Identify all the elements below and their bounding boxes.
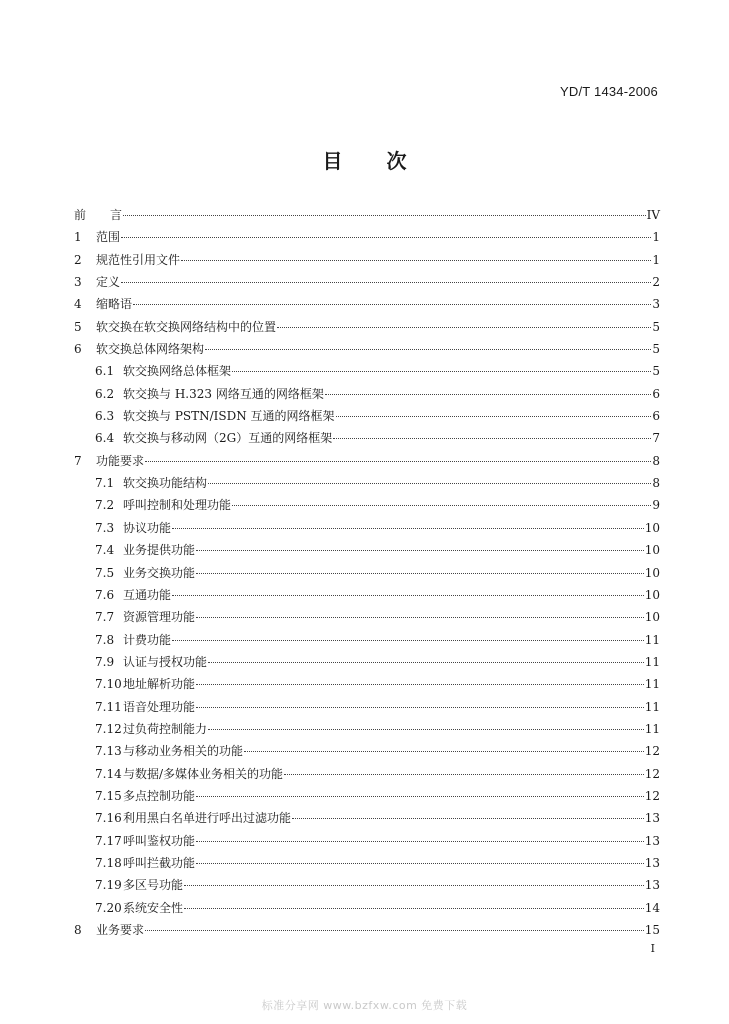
toc-dot-leader [121,237,651,238]
toc-entry[interactable] [74,427,660,449]
toc-entry-page: 6 [652,409,660,424]
toc-entry-number: 7 [74,453,82,468]
toc-entry-number: 6.2 [95,386,115,401]
toc-entry-label: 资源管理功能 [123,610,196,625]
toc-dot-leader [172,528,644,529]
toc-entry-label: 业务交换功能 [123,565,196,580]
page-title: 目次 [322,149,451,173]
toc-entry[interactable] [74,807,660,829]
toc-entry[interactable] [74,740,660,762]
toc-entry-label: 多点控制功能 [123,788,196,803]
toc-dot-leader [232,371,651,372]
toc-entry-label: 范围 [96,230,121,245]
toc-dot-leader [196,863,644,864]
toc-entry-page: 9 [652,498,660,513]
toc-entry-number: 5 [74,319,82,334]
toc-entry[interactable] [74,919,660,941]
toc-entry[interactable] [74,584,660,606]
toc-entry-label: 软交换总体网络架构 [96,342,205,357]
toc-entry-page: 12 [644,766,660,781]
toc-entry-label: 软交换与 PSTN/ISDN 互通的网络框架 [123,409,335,424]
toc-entry[interactable] [74,874,660,896]
toc-entry-label: 呼叫拦截功能 [123,855,196,870]
toc-entry[interactable] [74,830,660,852]
toc-dot-leader [208,729,644,730]
toc-entry-page: 13 [644,878,660,893]
toc-entry-label: 计费功能 [123,632,172,647]
toc-dot-leader [205,349,651,350]
toc-entry-number: 7.15 [95,788,122,803]
toc-dot-leader [181,260,651,261]
toc-entry-number: 7.3 [95,520,115,535]
toc-entry-number: 7.4 [95,543,115,558]
toc-entry[interactable] [74,360,660,382]
toc-entry-page: 5 [652,342,660,357]
toc-entry-page: 8 [652,476,660,491]
toc-entry[interactable] [74,651,660,673]
toc-dot-leader [145,461,651,462]
toc-entry-number: 7.14 [95,766,122,781]
toc-entry-number: 6.4 [95,431,115,446]
toc-entry-number: 7.13 [95,744,122,759]
toc-entry-page: 12 [644,744,660,759]
toc-entry-number: 7.5 [95,565,115,580]
document-code: YD/T 1434-2006 [560,84,658,99]
toc-entry[interactable] [74,629,660,651]
toc-entry-number: 7.6 [95,587,115,602]
toc-entry-label: 系统安全性 [123,900,184,915]
toc-entry[interactable] [74,696,660,718]
toc-entry-label: 呼叫鉴权功能 [123,833,196,848]
toc-entry-label: 业务提供功能 [123,543,196,558]
toc-entry-label: 互通功能 [123,587,172,602]
toc-entry-label: 过负荷控制能力 [123,721,208,736]
toc-dot-leader [196,573,644,574]
toc-entry-number: 1 [74,230,82,245]
toc-entry[interactable] [74,226,660,248]
toc-entry-page: 10 [644,587,660,602]
toc-dot-leader [123,215,646,216]
toc-entry-number: 6 [74,342,82,357]
toc-entry-number: 7.20 [95,900,122,915]
toc-entry-page: 11 [644,632,660,647]
toc-entry-page: 7 [652,431,660,446]
toc-entry-label: 协议功能 [123,520,172,535]
toc-entry-label: 与移动业务相关的功能 [123,744,244,759]
toc-entry-page: 10 [644,520,660,535]
toc-dot-leader [172,595,644,596]
toc-entry-number: 4 [74,297,82,312]
toc-entry-number: 7.1 [95,476,115,491]
toc-entry-page: 2 [652,275,660,290]
toc-entry[interactable] [74,562,660,584]
toc-entry-label: 语音处理功能 [123,699,196,714]
toc-dot-leader [133,304,651,305]
toc-entry-label: 软交换与 H.323 网络互通的网络框架 [123,386,324,401]
toc-dot-leader [333,438,651,439]
toc-entry-label: 言 [110,208,123,222]
toc-dot-leader [121,282,651,283]
toc-entry-page: 1 [652,230,660,245]
toc-entry[interactable] [74,673,660,695]
toc-dot-leader [196,684,644,685]
toc-entry-label: 认证与授权功能 [123,654,208,669]
toc-entry-number: 6.3 [95,409,115,424]
toc-entry-page: 11 [644,677,660,692]
toc-entry-label: 利用黑白名单进行呼出过滤功能 [123,811,292,826]
toc-dot-leader [196,841,644,842]
toc-entry-number: 7.16 [95,811,122,826]
toc-dot-leader [172,640,644,641]
toc-dot-leader [277,327,651,328]
watermark: 标准分享网 www.bzfxw.com 免费下载 [261,999,468,1012]
toc-entry-number: 7.18 [95,855,122,870]
toc-entry[interactable] [74,293,660,315]
toc-entry[interactable] [74,718,660,740]
toc-entry-page: 1 [652,252,660,267]
toc-dot-leader [196,550,644,551]
toc-dot-leader [284,774,644,775]
toc-entry-label: 缩略语 [96,297,133,312]
toc-entry-page: 11 [644,721,660,736]
toc-entry[interactable] [74,271,660,293]
toc-entry-number: 7.11 [95,699,122,714]
toc-entry[interactable] [74,897,660,919]
toc-dot-leader [208,662,644,663]
toc-entry-number: 7.10 [95,677,122,692]
toc-entry-number: 6.1 [95,364,115,379]
toc-entry-number: 前 [74,208,87,222]
toc-entry[interactable] [74,338,660,360]
toc-entry-label: 业务要求 [96,923,145,937]
toc-entry-label: 软交换在软交换网络结构中的位置 [96,319,277,334]
toc-entry-label: 多区号功能 [123,878,184,893]
toc-entry-label: 定义 [96,275,121,290]
toc-entry-number: 7.17 [95,833,122,848]
toc-entry[interactable] [74,204,660,226]
toc-entry-number: 8 [74,923,82,937]
toc-entry-label: 与数据/多媒体业务相关的功能 [123,766,284,781]
toc-entry[interactable] [74,606,660,628]
toc-dot-leader [208,483,651,484]
toc-entry-label: 呼叫控制和处理功能 [123,498,232,513]
toc-entry[interactable] [74,785,660,807]
toc-dot-leader [232,505,651,506]
toc-entry-page: 13 [644,855,660,870]
toc-entry-label: 软交换与移动网（2G）互通的网络框架 [123,431,333,446]
toc-dot-leader [184,908,644,909]
toc-dot-leader [196,796,644,797]
toc-entry-number: 2 [74,252,82,267]
toc-entry[interactable] [74,249,660,271]
toc-entry-number: 3 [74,275,82,290]
toc-entry-number: 7.12 [95,721,122,736]
toc-entry[interactable] [74,539,660,561]
toc-entry-page: 6 [652,386,660,401]
toc-entry-page: 3 [652,297,660,312]
toc-dot-leader [292,818,644,819]
toc-entry-label: 软交换功能结构 [123,476,208,491]
toc-entry[interactable] [74,450,660,472]
toc-entry-page: 15 [644,923,660,937]
toc-dot-leader [244,751,644,752]
toc-entry-label: 规范性引用文件 [96,252,181,267]
toc-entry[interactable] [74,763,660,785]
toc-entry-page: 10 [644,610,660,625]
toc-dot-leader [336,416,651,417]
toc-entry-page: 11 [644,654,660,669]
page-number: I [650,942,655,955]
toc-entry-label: 地址解析功能 [123,677,196,692]
toc-entry[interactable] [74,405,660,427]
toc-entry-page: 5 [652,319,660,334]
toc-entry-label: 软交换网络总体框架 [123,364,232,379]
toc-dot-leader [196,707,644,708]
toc-entry-page: 10 [644,543,660,558]
toc-entry[interactable] [74,472,660,494]
toc-dot-leader [184,885,644,886]
toc-entry-page: 13 [644,811,660,826]
toc-entry-number: 7.2 [95,498,115,513]
toc-entry-page: 13 [644,833,660,848]
toc-entry[interactable] [74,383,660,405]
toc-entry[interactable] [74,517,660,539]
toc-dot-leader [145,930,644,931]
toc-entry-page: 5 [652,364,660,379]
toc-entry-page: 10 [644,565,660,580]
toc-entry-number: 7.7 [95,610,115,625]
toc-entry-page: 11 [644,699,660,714]
toc-entry[interactable] [74,494,660,516]
toc-entry[interactable] [74,316,660,338]
toc-entry-page: IV [646,208,660,222]
toc-entry-number: 7.9 [95,654,115,669]
table-of-contents [74,204,660,941]
toc-entry[interactable] [74,852,660,874]
toc-entry-number: 7.19 [95,878,122,893]
toc-entry-page: 14 [644,900,660,915]
toc-dot-leader [325,394,651,395]
toc-dot-leader [196,617,644,618]
toc-entry-label: 功能要求 [96,453,145,468]
toc-entry-page: 8 [652,453,660,468]
toc-entry-page: 12 [644,788,660,803]
toc-entry-number: 7.8 [95,632,115,647]
